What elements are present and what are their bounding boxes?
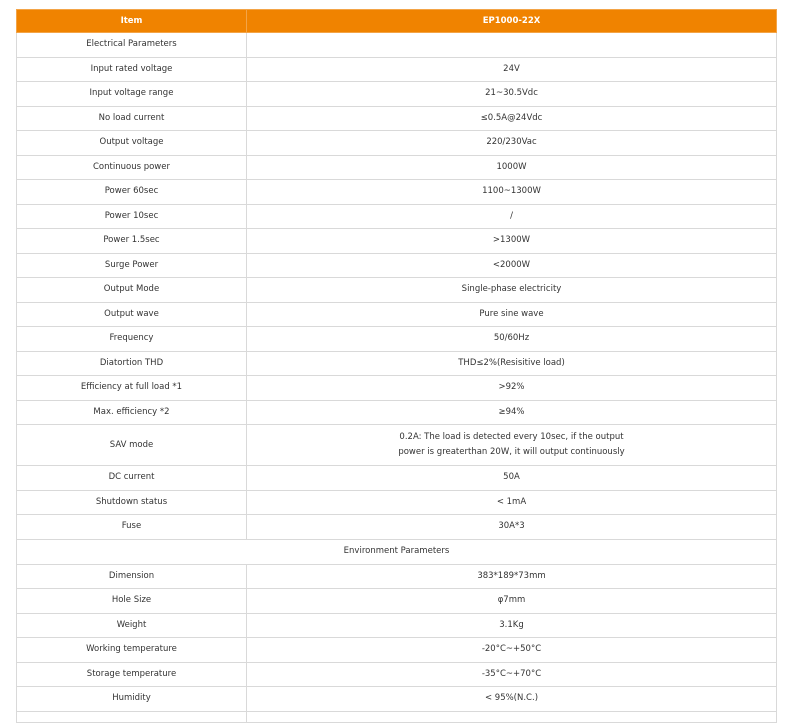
param-label: Shutdown status (17, 490, 247, 515)
header-row (17, 10, 777, 33)
param-value: -35°C~+70°C (247, 662, 777, 687)
table-body (17, 33, 777, 723)
param-value: 50A (247, 466, 777, 491)
param-label: Weight (17, 613, 247, 638)
param-label: Input voltage range (17, 82, 247, 107)
table-row (17, 131, 777, 156)
param-label: Efficiency at full load *1 (17, 376, 247, 401)
param-value: THD≤2%(Resisitive load) (247, 351, 777, 376)
param-value: Single-phase electricity (247, 278, 777, 303)
table-row (17, 278, 777, 303)
param-value: 30A*3 (247, 515, 777, 540)
table-row (17, 57, 777, 82)
param-label: Storage temperature (17, 662, 247, 687)
param-label: Max. efficiency *2 (17, 400, 247, 425)
table-row (17, 662, 777, 687)
table-row (17, 564, 777, 589)
param-value: >92% (247, 376, 777, 401)
table-row (17, 515, 777, 540)
param-value: 383*189*73mm (247, 564, 777, 589)
param-value: 24V (247, 57, 777, 82)
param-label: Frequency (17, 327, 247, 352)
param-value-line: power is greaterthan 20W, it will output continuously (398, 447, 625, 457)
table-row (17, 351, 777, 376)
table-row (17, 106, 777, 131)
param-value: < 95%(N.C.) (247, 687, 777, 712)
param-value-line: 0.2A: The load is detected every 10sec, if the output (399, 432, 624, 442)
param-value: 1100~1300W (247, 180, 777, 205)
table-row (17, 82, 777, 107)
table-row (17, 180, 777, 205)
param-value: ≤0.5A@24Vdc (247, 106, 777, 131)
table-row (17, 613, 777, 638)
param-value: φ7mm (247, 589, 777, 614)
param-label: SAV mode (17, 425, 247, 466)
header-model: EP1000-22X (247, 10, 777, 33)
param-value: >1300W (247, 229, 777, 254)
spec-table (16, 9, 777, 723)
param-value: 50/60Hz (247, 327, 777, 352)
param-value: -20°C~+50°C (247, 638, 777, 663)
param-value (247, 711, 777, 722)
param-label: Humidity (17, 687, 247, 712)
param-value: 21~30.5Vdc (247, 82, 777, 107)
table-row (17, 376, 777, 401)
param-value: 220/230Vac (247, 131, 777, 156)
section-title: Electrical Parameters (17, 33, 247, 58)
section-row (17, 33, 777, 58)
table-row (17, 687, 777, 712)
param-label: Output wave (17, 302, 247, 327)
table-row (17, 400, 777, 425)
param-label: Output Mode (17, 278, 247, 303)
table-row (17, 589, 777, 614)
param-label: Fuse (17, 515, 247, 540)
param-value (247, 425, 777, 466)
param-label: No load current (17, 106, 247, 131)
param-value: ≥94% (247, 400, 777, 425)
param-label: Input rated voltage (17, 57, 247, 82)
table-row (17, 638, 777, 663)
table-row (17, 711, 777, 722)
param-label (17, 711, 247, 722)
param-label: Output voltage (17, 131, 247, 156)
table-row (17, 466, 777, 491)
section-title: Environment Parameters (17, 539, 777, 564)
header-item: Item (17, 10, 247, 33)
param-label: Continuous power (17, 155, 247, 180)
table-row (17, 425, 777, 466)
param-value: <2000W (247, 253, 777, 278)
param-label: Power 10sec (17, 204, 247, 229)
table-row (17, 253, 777, 278)
param-value: 3.1Kg (247, 613, 777, 638)
table-row (17, 327, 777, 352)
table-header (17, 10, 777, 33)
param-value: 1000W (247, 155, 777, 180)
param-label: Power 60sec (17, 180, 247, 205)
param-value: / (247, 204, 777, 229)
param-label: Dimension (17, 564, 247, 589)
param-label: Diatortion THD (17, 351, 247, 376)
param-label: Power 1.5sec (17, 229, 247, 254)
param-value: Pure sine wave (247, 302, 777, 327)
param-label: Working temperature (17, 638, 247, 663)
section-row (17, 539, 777, 564)
table-row (17, 204, 777, 229)
param-label: DC current (17, 466, 247, 491)
param-value (247, 33, 777, 58)
param-label: Hole Size (17, 589, 247, 614)
table-row (17, 490, 777, 515)
table-row (17, 229, 777, 254)
param-label: Surge Power (17, 253, 247, 278)
table-row (17, 302, 777, 327)
table-row (17, 155, 777, 180)
param-value: < 1mA (247, 490, 777, 515)
